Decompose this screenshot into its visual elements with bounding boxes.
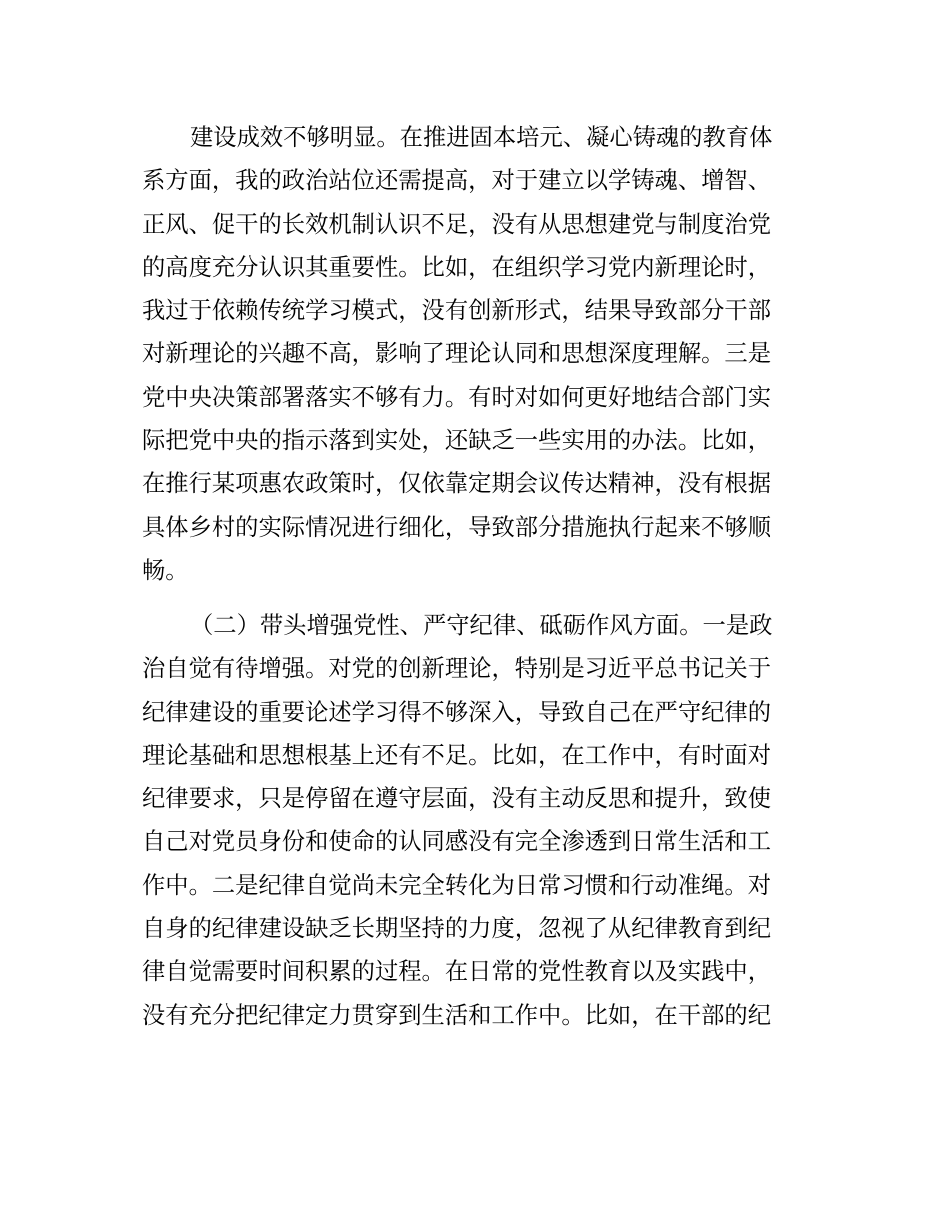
text-line: 自己对党员身份和使命的认同感没有完全渗透到日常生活和工 [142,828,772,856]
text-line: 建设成效不够明显。在推进固本培元、凝心铸魂的教育体 [190,124,773,151]
text-line: 理论基础和思想根基上还有不足。比如，在工作中，有时面对 [142,741,772,769]
section-two-paragraph [142,604,814,1037]
text-line: 的高度充分认识其重要性。比如，在组织学习党内新理论时， [142,253,772,281]
text-line: 纪律建设的重要论述学习得不够深入，导致自己在严守纪律的 [142,698,772,726]
text-line: 党中央决策部署落实不够有力。有时对如何更好地结合部门实 [142,383,772,411]
text-line: 作中。二是纪律自觉尚未完全转化为日常习惯和行动准绳。对 [142,871,772,899]
text-line: 正风、促干的长效机制认识不足，没有从思想建党与制度治党 [142,210,772,238]
text-line: 具体乡村的实际情况进行细化，导致部分措施执行起来不够顺 [142,513,772,541]
text-line: 畅。 [142,556,189,584]
text-line: 治自觉有待增强。对党的创新理论，特别是习近平总书记关于 [142,655,772,683]
text-line: 在推行某项惠农政策时，仅依靠定期会议传达精神，没有根据 [142,470,772,498]
text-line: 际把党中央的指示落到实处，还缺乏一些实用的办法。比如， [142,427,772,455]
text-line: 自身的纪律建设缺乏长期坚持的力度，忽视了从纪律教育到纪 [142,915,772,943]
text-line: 我过于依赖传统学习模式，没有创新形式，结果导致部分干部 [142,297,772,325]
text-line: 纪律要求，只是停留在遵守层面，没有主动反思和提升，致使 [142,785,772,813]
section-heading-line: （二）带头增强党性、严守纪律、砥砺作风方面。一是政 [190,612,773,639]
paragraph-continued [142,116,814,592]
text-line: 系方面，我的政治站位还需提高，对于建立以学铸魂、增智、 [142,167,772,195]
text-line: 律自觉需要时间积累的过程。在日常的党性教育以及实践中， [142,958,772,986]
text-line: 对新理论的兴趣不高，影响了理论认同和思想深度理解。三是 [142,340,772,368]
text-line: 没有充分把纪律定力贯穿到生活和工作中。比如，在干部的纪 [142,1001,772,1029]
